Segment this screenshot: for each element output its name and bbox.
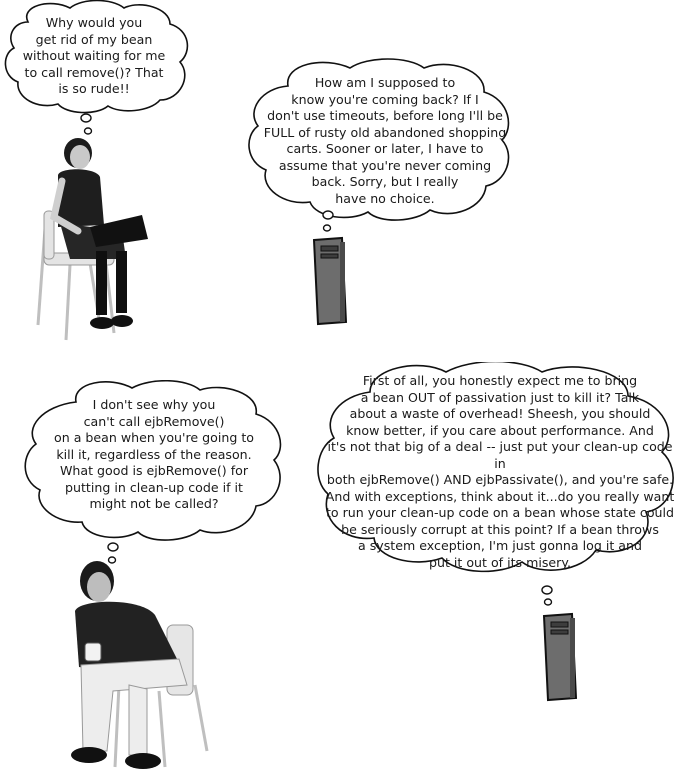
woman-bubble-text: Why would you get rid of my bean without waiting for me to call remove()? That is so rude!! (22, 15, 166, 96)
server-tower-top-icon (310, 236, 350, 328)
man-bubble-text: I don't see why you can't call ejbRemove() on a bean when you're going to kill it, regardless of the reason. What good is ejbRemove() for putting in clean-up code if it might not be called? (54, 397, 254, 511)
man-with-mug-figure (55, 555, 215, 773)
server-top-bubble-text: How am I supposed to know you're coming back? If I don't use timeouts, before long I'll be FULL of rusty old abandoned shopping carts. Sooner or later, I have to assume that you're never coming back. Sorry, but I really have no choice. (263, 75, 507, 206)
server-tower-bottom-icon (540, 612, 580, 704)
server-bottom-bubble-text: First of all, you honestly expect me to bring a bean OUT of passivation just to kill it? Talk about a waste of overhead! Sheesh, you should know better, if you care about performance. And it's not that big of a deal -- just put your clean-up code in both ejbRemove() AND ejbPassivate(), and you're safe. And with exceptions, think about it...do you really want to run your clean-up code on a bean whose state could be seriously corrupt at this point? If a bean throws a system exception, I'm just gonna log it and put it out of its misery. (325, 373, 675, 570)
woman-with-laptop-figure (30, 135, 160, 345)
